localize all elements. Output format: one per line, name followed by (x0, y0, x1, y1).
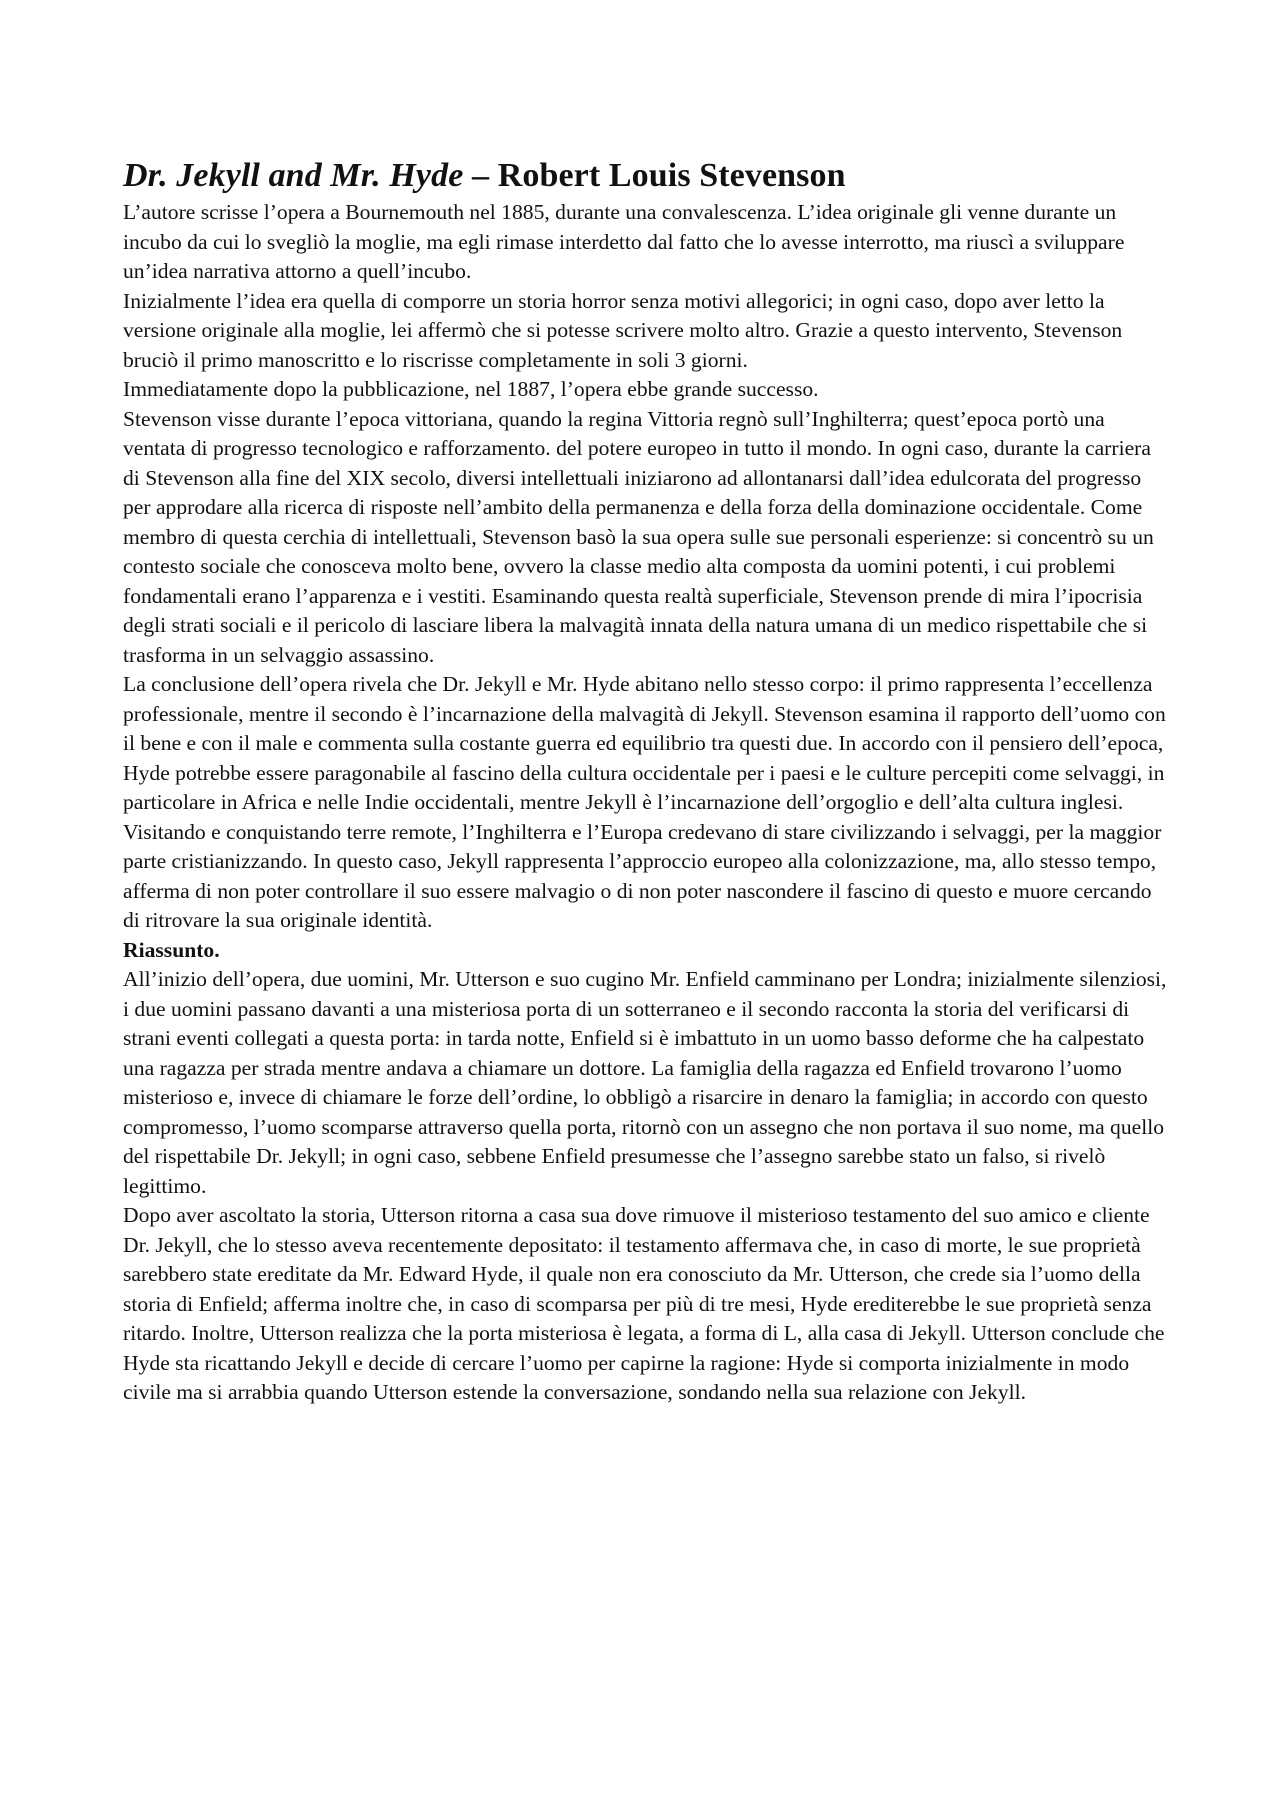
paragraph-intro-4: Stevenson visse durante l’epoca vittoriana, quando la regina Vittoria regnò sull’Inghilterra; quest’epoca portò una ventata di progresso tecnologico e rafforzamento. del potere europeo in tutto il mondo. In ogni caso, durante la carriera di Stevenson alla fine del XIX secolo, diversi intellettuali iniziarono ad allontanarsi dall’idea edulcorata del progresso per approdare alla ricerca di risposte nell’ambito della permanenza e della forza della dominazione occidentale. Come membro di questa cerchia di intellettuali, Stevenson basò la sua opera sulle sue personali esperienze: si concentrò su un contesto sociale che conosceva molto bene, ovvero la classe medio alta composta da uomini potenti, i cui problemi fondamentali erano l’apparenza e i vestiti. Esaminando questa realtà superficiale, Stevenson prende di mira l’ipocrisia degli strati sociali e il pericolo di lasciare libera la malvagità innata della natura umana di un medico rispettabile che si trasforma in un selvaggio assassino. (123, 406, 1154, 667)
paragraph-intro-2: Inizialmente l’idea era quella di comporre un storia horror senza motivi allegorici; in ogni caso, dopo aver letto la versione originale alla moglie, lei affermò che si potesse scrivere molto altro. Grazie a questo intervento, Stevenson bruciò il primo manoscritto e lo riscrisse completamente in soli 3 giorni. (123, 288, 1123, 372)
paragraph-intro-5: La conclusione dell’opera rivela che Dr. Jekyll e Mr. Hyde abitano nello stesso corpo: il primo rappresenta l’eccellenza professionale, mentre il secondo è l’incarnazione della malvagità di Jekyll. Stevenson esamina il rapporto dell’uomo con il bene e con il male e commenta sulla costante guerra ed equilibrio tra questi due. In accordo con il pensiero dell’epoca, Hyde potrebbe essere paragonabile al fascino della cultura occidentale per i paesi e le culture percepiti come selvaggi, in particolare in Africa e nelle Indie occidentali, mentre Jekyll è l’incarnazione dell’orgoglio e dell’alta cultura inglesi. Visitando e conquistando terre remote, l’Inghilterra e l’Europa credevano di stare civilizzando i selvaggi, per la maggior parte cristianizzando. In questo caso, Jekyll rappresenta l’approccio europeo alla colonizzazione, ma, allo stesso tempo, afferma di non poter controllare il suo essere malvagio o di non poter nascondere il fascino di questo e muore cercando di ritrovare la sua originale identità. (123, 672, 1166, 932)
paragraph-summary-2: Dopo aver ascoltato la storia, Utterson ritorna a casa sua dove rimuove il misterioso testamento del suo amico e cliente Dr. Jekyll, che lo stesso aveva recentemente depositato: il testamento affermava che, in caso di morte, le sue proprietà sarebbero state ereditate da Mr. Edward Hyde, il quale non era conosciuto da Mr. Utterson, che crede sia l’uomo della storia di Enfield; afferma inoltre che, in caso di scomparsa per più di tre mesi, Hyde erediterebbe le sue proprietà senza ritardo. Inoltre, Utterson realizza che la porta misteriosa è legata, a forma di L, alla casa di Jekyll. Utterson conclude che Hyde sta ricattando Jekyll e decide di cercare l’uomo per capirne la ragione: Hyde si comporta inizialmente in modo civile ma si arrabbia quando Utterson estende la conversazione, sondando nella sua relazione con Jekyll. (123, 1203, 1165, 1404)
paragraph-summary-1: All’inizio dell’opera, due uomini, Mr. Utterson e suo cugino Mr. Enfield camminano per Londra; inizialmente silenziosi, i due uomini passano davanti a una misteriosa porta di un sotterraneo e il secondo racconta la storia del verificarsi di strani eventi collegati a questa porta: in tarda notte, Enfield si è imbattuto in un uomo basso deforme che ha calpestato una ragazza per strada mentre andava a chiamare un dottore. La famiglia della ragazza ed Enfield trovarono l’uomo misterioso e, invece di chiamare le forze dell’ordine, lo obbligò a risarcire in denaro la famiglia; in accordo con questo compromesso, l’uomo scomparse attraverso quella porta, ritornò con un assegno che non portava il suo nome, ma quello del rispettabile Dr. Jekyll; in ogni caso, sebbene Enfield presumesse che l’assegno sarebbe stato un falso, si rivelò legittimo. (123, 967, 1167, 1198)
title-author: – Robert Louis Stevenson (463, 157, 846, 194)
summary-heading: Riassunto. (123, 937, 220, 962)
title-work: Dr. Jekyll and Mr. Hyde (123, 157, 464, 194)
document-title (123, 154, 1168, 198)
paragraph-intro-1: L’autore scrisse l’opera a Bournemouth nel 1885, durante una convalescenza. L’idea originale gli venne durante un incubo da cui lo svegliò la moglie, ma egli rimase interdetto dal fatto che lo avesse interrotto, ma riuscì a sviluppare un’idea narrativa attorno a quell’incubo. (123, 200, 1125, 283)
paragraph-intro-3: Immediatamente dopo la pubblicazione, nel 1887, l’opera ebbe grande successo. (123, 377, 819, 401)
document-page (123, 154, 1168, 1408)
